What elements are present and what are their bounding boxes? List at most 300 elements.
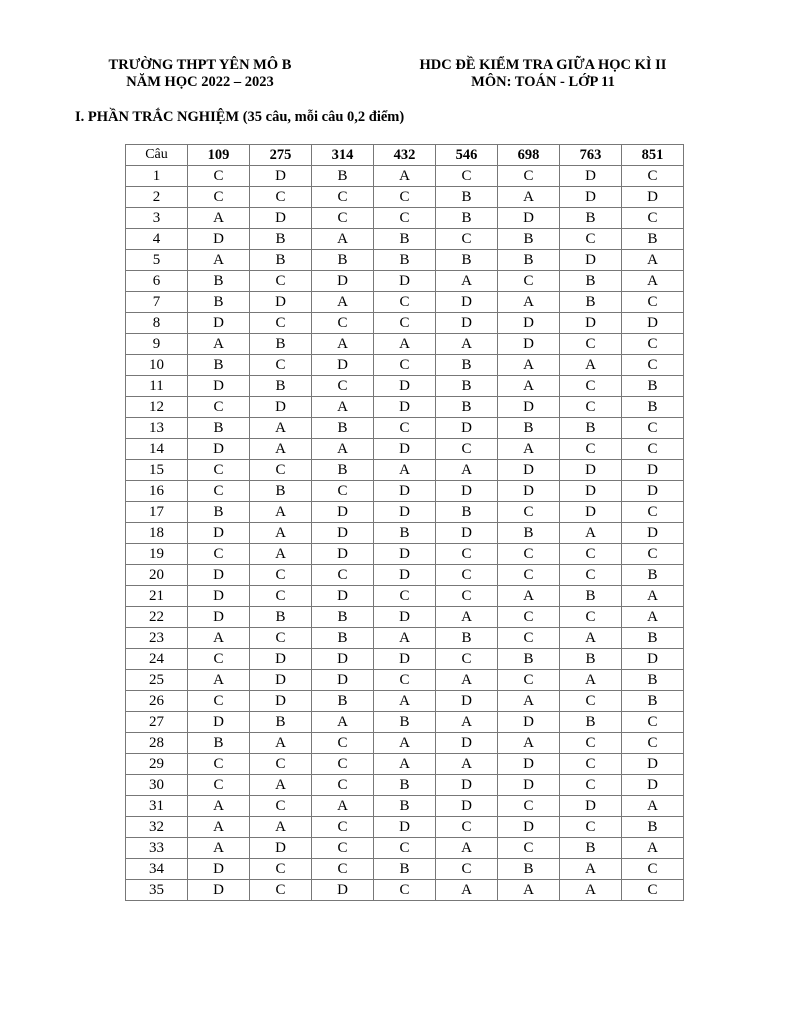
- answer-cell: B: [436, 376, 498, 397]
- answer-cell: C: [436, 586, 498, 607]
- answer-cell: B: [436, 628, 498, 649]
- answer-cell: D: [622, 523, 684, 544]
- answer-cell: C: [622, 166, 684, 187]
- answer-cell: A: [436, 880, 498, 901]
- answer-cell: B: [498, 229, 560, 250]
- answer-cell: C: [560, 439, 622, 460]
- answer-cell: C: [436, 439, 498, 460]
- question-number-cell: 14: [126, 439, 188, 460]
- answer-cell: B: [312, 460, 374, 481]
- answer-cell: A: [622, 607, 684, 628]
- answer-cell: D: [312, 880, 374, 901]
- table-row: [126, 796, 684, 817]
- answer-cell: A: [622, 838, 684, 859]
- answer-cell: B: [436, 208, 498, 229]
- table-row: [126, 775, 684, 796]
- answer-cell: B: [374, 712, 436, 733]
- answer-cell: D: [560, 460, 622, 481]
- table-row: [126, 880, 684, 901]
- answer-cell: C: [312, 481, 374, 502]
- answer-cell: D: [436, 523, 498, 544]
- answer-cell: C: [312, 859, 374, 880]
- answer-cell: C: [374, 313, 436, 334]
- answer-cell: C: [312, 208, 374, 229]
- question-number-cell: 2: [126, 187, 188, 208]
- answer-cell: C: [498, 271, 560, 292]
- answer-cell: C: [622, 502, 684, 523]
- answer-cell: A: [374, 691, 436, 712]
- question-number-cell: 4: [126, 229, 188, 250]
- answer-cell: C: [188, 649, 250, 670]
- answer-cell: B: [312, 607, 374, 628]
- table-row: [126, 187, 684, 208]
- answer-cell: C: [622, 859, 684, 880]
- table-row: [126, 418, 684, 439]
- question-number-cell: 11: [126, 376, 188, 397]
- answer-cell: C: [622, 418, 684, 439]
- answer-cell: A: [312, 796, 374, 817]
- answer-cell: B: [436, 187, 498, 208]
- answer-cell: D: [436, 292, 498, 313]
- section-title: I. PHẦN TRẮC NGHIỆM (35 câu, mỗi câu 0,2 điểm): [75, 109, 405, 125]
- answer-cell: A: [312, 292, 374, 313]
- answer-cell: C: [436, 859, 498, 880]
- answer-cell: B: [188, 271, 250, 292]
- answer-cell: B: [374, 775, 436, 796]
- answer-cell: C: [250, 796, 312, 817]
- answer-cell: C: [560, 775, 622, 796]
- answer-cell: A: [498, 187, 560, 208]
- answer-key-table: [125, 144, 684, 901]
- answer-cell: C: [498, 544, 560, 565]
- answer-cell: A: [622, 271, 684, 292]
- answer-cell: C: [560, 376, 622, 397]
- question-number-cell: 25: [126, 670, 188, 691]
- question-number-cell: 23: [126, 628, 188, 649]
- question-number-cell: 1: [126, 166, 188, 187]
- table-row: [126, 523, 684, 544]
- answer-cell: B: [560, 712, 622, 733]
- answer-cell: C: [188, 481, 250, 502]
- answer-cell: B: [436, 250, 498, 271]
- answer-cell: B: [250, 229, 312, 250]
- answer-cell: B: [560, 208, 622, 229]
- table-row: [126, 586, 684, 607]
- answer-cell: C: [436, 166, 498, 187]
- answer-cell: D: [498, 712, 560, 733]
- answer-cell: D: [250, 691, 312, 712]
- answer-cell: D: [188, 229, 250, 250]
- header-cell-exam-code: 109: [188, 145, 250, 166]
- answer-cell: D: [250, 397, 312, 418]
- answer-cell: A: [250, 418, 312, 439]
- answer-cell: C: [312, 313, 374, 334]
- exam-subject: MÔN: TOÁN - LỚP 11: [471, 74, 615, 90]
- answer-cell: D: [374, 607, 436, 628]
- answer-cell: C: [312, 733, 374, 754]
- header-cell-exam-code: 314: [312, 145, 374, 166]
- answer-cell: C: [250, 355, 312, 376]
- answer-cell: D: [312, 544, 374, 565]
- question-number-cell: 20: [126, 565, 188, 586]
- question-number-cell: 35: [126, 880, 188, 901]
- answer-cell: C: [312, 754, 374, 775]
- answer-cell: B: [436, 355, 498, 376]
- answer-cell: C: [250, 754, 312, 775]
- answer-cell: C: [622, 355, 684, 376]
- answer-cell: A: [498, 880, 560, 901]
- answer-cell: D: [436, 796, 498, 817]
- answer-cell: B: [312, 250, 374, 271]
- answer-cell: C: [374, 586, 436, 607]
- answer-cell: B: [498, 250, 560, 271]
- answer-cell: B: [498, 523, 560, 544]
- answer-cell: B: [498, 649, 560, 670]
- answer-cell: D: [374, 565, 436, 586]
- question-number-cell: 9: [126, 334, 188, 355]
- answer-cell: D: [188, 712, 250, 733]
- answer-cell: A: [312, 229, 374, 250]
- answer-cell: A: [188, 838, 250, 859]
- answer-cell: A: [188, 208, 250, 229]
- table-row: [126, 376, 684, 397]
- answer-cell: A: [498, 376, 560, 397]
- answer-cell: A: [436, 754, 498, 775]
- answer-cell: D: [498, 817, 560, 838]
- answer-cell: A: [374, 166, 436, 187]
- answer-cell: B: [560, 649, 622, 670]
- answer-cell: B: [250, 481, 312, 502]
- answer-cell: B: [622, 628, 684, 649]
- answer-cell: D: [498, 460, 560, 481]
- answer-cell: A: [498, 292, 560, 313]
- answer-cell: D: [436, 733, 498, 754]
- answer-cell: B: [188, 502, 250, 523]
- answer-cell: C: [188, 544, 250, 565]
- question-number-cell: 17: [126, 502, 188, 523]
- answer-cell: B: [188, 418, 250, 439]
- answer-cell: D: [622, 649, 684, 670]
- answer-cell: C: [622, 292, 684, 313]
- answer-cell: B: [374, 523, 436, 544]
- answer-cell: A: [622, 586, 684, 607]
- answer-cell: A: [312, 439, 374, 460]
- question-number-cell: 16: [126, 481, 188, 502]
- header-cell-exam-code: 275: [250, 145, 312, 166]
- answer-cell: D: [436, 775, 498, 796]
- question-number-cell: 29: [126, 754, 188, 775]
- answer-cell: C: [374, 292, 436, 313]
- question-number-cell: 15: [126, 460, 188, 481]
- answer-cell: D: [498, 334, 560, 355]
- answer-cell: C: [622, 208, 684, 229]
- answer-cell: D: [312, 586, 374, 607]
- answer-cell: C: [622, 544, 684, 565]
- question-number-cell: 21: [126, 586, 188, 607]
- answer-cell: B: [188, 733, 250, 754]
- answer-cell: C: [250, 187, 312, 208]
- answer-cell: D: [374, 544, 436, 565]
- answer-cell: C: [312, 838, 374, 859]
- answer-cell: D: [188, 586, 250, 607]
- answer-cell: D: [436, 313, 498, 334]
- answer-cell: C: [436, 229, 498, 250]
- answer-cell: D: [374, 817, 436, 838]
- table-row: [126, 670, 684, 691]
- answer-cell: A: [188, 334, 250, 355]
- answer-cell: C: [560, 733, 622, 754]
- answer-cell: C: [188, 166, 250, 187]
- question-number-cell: 19: [126, 544, 188, 565]
- table-row: [126, 208, 684, 229]
- answer-cell: A: [374, 334, 436, 355]
- answer-cell: D: [250, 649, 312, 670]
- answer-cell: D: [188, 859, 250, 880]
- answer-cell: A: [188, 670, 250, 691]
- answer-cell: B: [436, 502, 498, 523]
- table-row: [126, 292, 684, 313]
- answer-cell: D: [560, 481, 622, 502]
- answer-cell: D: [622, 313, 684, 334]
- answer-cell: D: [498, 313, 560, 334]
- question-number-cell: 12: [126, 397, 188, 418]
- answer-cell: D: [498, 397, 560, 418]
- answer-cell: D: [312, 670, 374, 691]
- answer-cell: B: [374, 229, 436, 250]
- answer-cell: A: [312, 712, 374, 733]
- answer-cell: D: [250, 208, 312, 229]
- answer-cell: D: [560, 502, 622, 523]
- exam-title: HDC ĐỀ KIỂM TRA GIỮA HỌC KÌ II: [419, 57, 667, 73]
- table-row: [126, 502, 684, 523]
- answer-cell: B: [560, 292, 622, 313]
- answer-cell: B: [312, 418, 374, 439]
- school-year: NĂM HỌC 2022 – 2023: [126, 74, 274, 90]
- answer-cell: B: [250, 712, 312, 733]
- answer-cell: C: [188, 754, 250, 775]
- answer-cell: C: [188, 397, 250, 418]
- answer-cell: B: [312, 691, 374, 712]
- answer-cell: A: [436, 607, 498, 628]
- answer-cell: B: [560, 271, 622, 292]
- answer-cell: B: [622, 691, 684, 712]
- header-cell-exam-code: 546: [436, 145, 498, 166]
- answer-cell: D: [188, 607, 250, 628]
- answer-cell: C: [374, 208, 436, 229]
- answer-cell: C: [374, 418, 436, 439]
- answer-cell: A: [498, 733, 560, 754]
- answer-cell: D: [188, 376, 250, 397]
- answer-cell: D: [436, 418, 498, 439]
- table-row: [126, 838, 684, 859]
- answer-cell: C: [250, 271, 312, 292]
- header-cell-question: Câu: [126, 145, 188, 166]
- table-row: [126, 565, 684, 586]
- answer-cell: D: [250, 670, 312, 691]
- question-number-cell: 22: [126, 607, 188, 628]
- answer-cell: D: [188, 880, 250, 901]
- table-row: [126, 691, 684, 712]
- answer-cell: A: [622, 796, 684, 817]
- answer-cell: A: [436, 712, 498, 733]
- answer-cell: C: [250, 586, 312, 607]
- table-row: [126, 607, 684, 628]
- table-row: [126, 229, 684, 250]
- table-row: [126, 250, 684, 271]
- answer-cell: A: [436, 838, 498, 859]
- answer-cell: C: [622, 733, 684, 754]
- answer-cell: A: [250, 439, 312, 460]
- answer-cell: A: [498, 439, 560, 460]
- answer-cell: D: [622, 460, 684, 481]
- answer-cell: D: [436, 481, 498, 502]
- answer-cell: D: [250, 838, 312, 859]
- answer-cell: D: [188, 439, 250, 460]
- table-row: [126, 544, 684, 565]
- answer-cell: D: [498, 481, 560, 502]
- answer-cell: C: [498, 565, 560, 586]
- question-number-cell: 27: [126, 712, 188, 733]
- answer-cell: B: [188, 355, 250, 376]
- answer-cell: C: [250, 628, 312, 649]
- answer-cell: C: [498, 670, 560, 691]
- answer-cell: C: [250, 313, 312, 334]
- answer-cell: D: [560, 796, 622, 817]
- answer-cell: B: [622, 229, 684, 250]
- question-number-cell: 8: [126, 313, 188, 334]
- answer-cell: B: [560, 586, 622, 607]
- answer-cell: B: [374, 796, 436, 817]
- question-number-cell: 30: [126, 775, 188, 796]
- answer-cell: D: [498, 754, 560, 775]
- answer-cell: C: [560, 544, 622, 565]
- answer-cell: D: [374, 502, 436, 523]
- answer-cell: C: [188, 460, 250, 481]
- answer-cell: C: [374, 880, 436, 901]
- school-header: [92, 57, 308, 91]
- answer-cell: C: [560, 334, 622, 355]
- answer-cell: A: [188, 817, 250, 838]
- answer-cell: D: [498, 208, 560, 229]
- answer-cell: C: [560, 607, 622, 628]
- answer-cell: C: [188, 691, 250, 712]
- table-row: [126, 166, 684, 187]
- answer-cell: D: [312, 271, 374, 292]
- table-body: [126, 166, 684, 901]
- question-number-cell: 10: [126, 355, 188, 376]
- answer-cell: A: [374, 754, 436, 775]
- answer-cell: C: [560, 397, 622, 418]
- answer-cell: C: [560, 754, 622, 775]
- answer-cell: B: [374, 250, 436, 271]
- answer-cell: D: [560, 166, 622, 187]
- question-number-cell: 33: [126, 838, 188, 859]
- answer-cell: C: [436, 565, 498, 586]
- answer-cell: D: [622, 754, 684, 775]
- answer-cell: A: [560, 859, 622, 880]
- answer-cell: C: [312, 775, 374, 796]
- header-cell-exam-code: 763: [560, 145, 622, 166]
- answer-cell: C: [498, 502, 560, 523]
- answer-cell: B: [498, 418, 560, 439]
- answer-cell: C: [312, 817, 374, 838]
- school-name: TRƯỜNG THPT YÊN MÔ B: [108, 57, 292, 73]
- answer-cell: D: [312, 502, 374, 523]
- question-number-cell: 24: [126, 649, 188, 670]
- answer-cell: A: [250, 817, 312, 838]
- table-header-row: [126, 145, 684, 166]
- answer-cell: C: [188, 187, 250, 208]
- answer-cell: B: [250, 607, 312, 628]
- answer-cell: D: [374, 397, 436, 418]
- answer-cell: C: [312, 187, 374, 208]
- answer-cell: A: [250, 733, 312, 754]
- answer-cell: A: [188, 796, 250, 817]
- answer-cell: A: [250, 502, 312, 523]
- answer-cell: A: [560, 523, 622, 544]
- table-row: [126, 817, 684, 838]
- answer-cell: A: [560, 628, 622, 649]
- table-row: [126, 460, 684, 481]
- answer-cell: A: [560, 880, 622, 901]
- answer-cell: D: [374, 649, 436, 670]
- answer-cell: B: [622, 670, 684, 691]
- table-row: [126, 313, 684, 334]
- answer-cell: A: [250, 523, 312, 544]
- answer-cell: B: [188, 292, 250, 313]
- answer-cell: C: [250, 859, 312, 880]
- answer-cell: A: [560, 355, 622, 376]
- answer-cell: B: [622, 817, 684, 838]
- answer-cell: D: [560, 250, 622, 271]
- table-row: [126, 859, 684, 880]
- answer-cell: B: [250, 376, 312, 397]
- answer-cell: C: [374, 355, 436, 376]
- answer-cell: D: [436, 691, 498, 712]
- answer-cell: A: [436, 460, 498, 481]
- answer-cell: C: [374, 670, 436, 691]
- table-row: [126, 397, 684, 418]
- answer-cell: C: [250, 460, 312, 481]
- question-number-cell: 26: [126, 691, 188, 712]
- answer-cell: B: [436, 397, 498, 418]
- answer-cell: A: [374, 733, 436, 754]
- table-row: [126, 481, 684, 502]
- answer-cell: D: [374, 481, 436, 502]
- question-number-cell: 5: [126, 250, 188, 271]
- answer-cell: B: [622, 376, 684, 397]
- answer-cell: B: [374, 859, 436, 880]
- answer-cell: B: [250, 250, 312, 271]
- answer-cell: C: [622, 439, 684, 460]
- table-row: [126, 439, 684, 460]
- answer-cell: D: [374, 439, 436, 460]
- answer-cell: A: [436, 271, 498, 292]
- question-number-cell: 34: [126, 859, 188, 880]
- answer-cell: A: [498, 586, 560, 607]
- answer-cell: C: [436, 817, 498, 838]
- answer-cell: A: [498, 691, 560, 712]
- answer-cell: D: [188, 313, 250, 334]
- table-row: [126, 355, 684, 376]
- answer-cell: A: [312, 397, 374, 418]
- answer-cell: C: [374, 838, 436, 859]
- answer-cell: A: [560, 670, 622, 691]
- table-row: [126, 271, 684, 292]
- table-row: [126, 754, 684, 775]
- answer-cell: D: [622, 187, 684, 208]
- answer-cell: C: [312, 565, 374, 586]
